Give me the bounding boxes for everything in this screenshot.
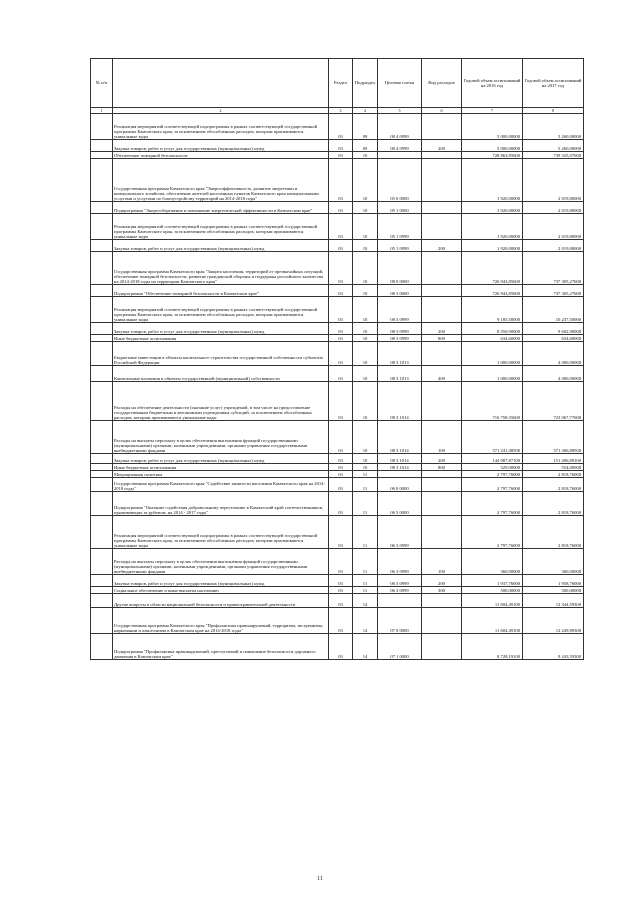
row-num-cell: [91, 214, 113, 240]
row-razdel-cell: 03: [329, 114, 353, 140]
col-number: 4: [353, 108, 378, 114]
row-vid-cell: [422, 252, 462, 285]
row-statya-cell: 08 3 1013: [378, 342, 422, 366]
row-vid-cell: [422, 214, 462, 240]
row-vid-cell: [422, 478, 462, 492]
row-2016-cell: 1 000,00000: [462, 342, 523, 366]
row-podrazdel-cell: 10: [353, 421, 378, 454]
row-podrazdel-cell: 10: [353, 297, 378, 323]
row-vid-cell: 800: [422, 464, 462, 471]
row-2016-cell: 1 937,76000: [462, 575, 523, 587]
row-2016-cell: 8 728,19100: [462, 634, 523, 660]
col-num-header: № п/п: [91, 59, 113, 108]
row-statya-cell: 08 0 0000: [378, 252, 422, 285]
row-2016-cell: 1 920,00000: [462, 240, 523, 252]
row-num-cell: [91, 252, 113, 285]
row-vid-cell: [422, 492, 462, 516]
row-name-cell: Реализация мероприятий соответствующей подпрограммы в рамках соответствующей государственной программы Камчатского края, за исключением обособленных расходов, которым присваиваются уникальные коды: [113, 214, 329, 240]
col-number: 7: [462, 108, 523, 114]
row-statya-cell: 06 3 0999: [378, 575, 422, 587]
col-2017-header: Годовой объем ассигнований на 2017 год: [523, 59, 584, 108]
row-razdel-cell: 03: [329, 492, 353, 516]
row-name-cell: Реализация мероприятий соответствующей подпрограммы в рамках соответствующей государственной программы Камчатского края, за исключением обособленных расходов, которым присваиваются уникальные коды: [113, 516, 329, 549]
row-name-cell: Закупка товаров, работ и услуг для государственных (муниципальных) нужд: [113, 454, 329, 464]
row-2016-cell: 1 920,00000: [462, 159, 523, 202]
row-vid-cell: [422, 152, 462, 159]
row-num-cell: [91, 382, 113, 421]
row-name-cell: Подпрограмма "Профилактика правонарушений, преступлений и повышение безопасности дорожного движения в Камчатском крае": [113, 634, 329, 660]
row-vid-cell: 800: [422, 335, 462, 342]
table-row: [91, 285, 584, 297]
col-number: 6: [422, 108, 462, 114]
row-num-cell: [91, 366, 113, 382]
row-2016-cell: 2 797,76000: [462, 516, 523, 549]
row-num-cell: [91, 516, 113, 549]
row-vid-cell: 200: [422, 140, 462, 152]
row-2016-cell: 571 241,48500: [462, 421, 523, 454]
row-2017-cell: 2 818,76000: [523, 516, 584, 549]
row-podrazdel-cell: 10: [353, 152, 378, 159]
row-name-cell: Закупка товаров, работ и услуг для государственных (муниципальных) нужд: [113, 323, 329, 335]
row-statya-cell: 08 3 1014: [378, 382, 422, 421]
row-razdel-cell: 03: [329, 421, 353, 454]
row-vid-cell: [422, 516, 462, 549]
table-row: [91, 252, 584, 285]
row-statya-cell: [378, 594, 422, 608]
row-vid-cell: 200: [422, 575, 462, 587]
row-statya-cell: 05 1 0000: [378, 202, 422, 214]
row-2016-cell: 634,60000: [462, 335, 523, 342]
row-razdel-cell: 03: [329, 342, 353, 366]
row-statya-cell: 06 3 0999: [378, 587, 422, 594]
row-2017-cell: 571 306,88500: [523, 421, 584, 454]
row-razdel-cell: 03: [329, 335, 353, 342]
table-row: [91, 323, 584, 335]
row-razdel-cell: 03: [329, 587, 353, 594]
row-statya-cell: 05 1 0999: [378, 214, 422, 240]
row-num-cell: [91, 454, 113, 464]
row-podrazdel-cell: 14: [353, 608, 378, 634]
row-num-cell: [91, 152, 113, 159]
row-podrazdel-cell: 10: [353, 159, 378, 202]
row-podrazdel-cell: 10: [353, 454, 378, 464]
row-statya-cell: 05 1 0999: [378, 240, 422, 252]
col-number: 8: [523, 108, 584, 114]
row-razdel-cell: 03: [329, 549, 353, 575]
row-num-cell: [91, 492, 113, 516]
table-row: [91, 366, 584, 382]
row-2017-cell: 2 019,80000: [523, 159, 584, 202]
row-razdel-cell: 03: [329, 608, 353, 634]
row-2017-cell: 10 237,50000: [523, 297, 584, 323]
row-podrazdel-cell: 10: [353, 285, 378, 297]
row-2017-cell: 151 206,89100: [523, 454, 584, 464]
row-2016-cell: 1 000,00000: [462, 366, 523, 382]
row-razdel-cell: 03: [329, 478, 353, 492]
row-razdel-cell: 03: [329, 516, 353, 549]
row-2017-cell: 737 305,27600: [523, 252, 584, 285]
col-vid-header: Вид расходов: [422, 59, 462, 108]
row-name-cell: Реализация мероприятий соответствующей подпрограммы в рамках соответствующей государственной программы Камчатского края, за исключением обособленных расходов, которым присваиваются уникальные коды: [113, 114, 329, 140]
table-row: [91, 297, 584, 323]
row-2017-cell: 2 019,80000: [523, 214, 584, 240]
table-row: [91, 594, 584, 608]
row-statya-cell: 08 3 1014: [378, 454, 422, 464]
row-statya-cell: 06 3 0000: [378, 492, 422, 516]
row-num-cell: [91, 471, 113, 478]
table-row: [91, 140, 584, 152]
col-name-header: [113, 59, 329, 108]
row-name-cell: Иные бюджетные ассигнования: [113, 335, 329, 342]
row-num-cell: [91, 342, 113, 366]
row-statya-cell: 06 3 0999: [378, 549, 422, 575]
row-statya-cell: [378, 471, 422, 478]
row-razdel-cell: 03: [329, 464, 353, 471]
row-2016-cell: 2 797,76000: [462, 492, 523, 516]
row-2017-cell: 12 249,89300: [523, 608, 584, 634]
row-podrazdel-cell: 11: [353, 587, 378, 594]
row-statya-cell: 08 3 0000: [378, 285, 422, 297]
row-2017-cell: 4 000,00000: [523, 366, 584, 382]
row-2016-cell: 5 000,00000: [462, 140, 523, 152]
row-vid-cell: 100: [422, 549, 462, 575]
row-razdel-cell: 03: [329, 575, 353, 587]
row-podrazdel-cell: 14: [353, 634, 378, 660]
table-row: [91, 159, 584, 202]
row-num-cell: [91, 575, 113, 587]
row-2016-cell: 726 943,85600: [462, 252, 523, 285]
row-name-cell: Государственная программа Камчатского края "Профилактика правонарушений, терроризма, экстремизма, наркомании и алкоголизма в Камчатском крае на 2014-2018 годы": [113, 608, 329, 634]
col-number: 3: [329, 108, 353, 114]
row-name-cell: Иные бюджетные ассигнования: [113, 464, 329, 471]
col-number: 2: [113, 108, 329, 114]
row-statya-cell: [378, 152, 422, 159]
row-razdel-cell: 03: [329, 159, 353, 202]
row-podrazdel-cell: 11: [353, 575, 378, 587]
row-vid-cell: [422, 471, 462, 478]
table-row: [91, 575, 584, 587]
col-statya-header: Целевая статья: [378, 59, 422, 108]
row-2017-cell: 739 325,07600: [523, 152, 584, 159]
page-number: 11: [317, 876, 323, 882]
row-2017-cell: 9 602,90000: [523, 323, 584, 335]
budget-page: [90, 58, 583, 660]
row-2017-cell: 4 000,00000: [523, 342, 584, 366]
row-vid-cell: 300: [422, 587, 462, 594]
row-podrazdel-cell: 10: [353, 342, 378, 366]
row-podrazdel-cell: 11: [353, 478, 378, 492]
row-name-cell: Расходы на обеспечение деятельности (оказание услуг) учреждений, в том числе на предоставление государственным бюджетным и автономным учреждениям субсидий, за исключением обособленных расходов, которым присваиваются уникальные коды: [113, 382, 329, 421]
table-row: [91, 202, 584, 214]
row-2016-cell: 1 920,00000: [462, 214, 523, 240]
row-2017-cell: 5 260,00000: [523, 114, 584, 140]
row-vid-cell: 200: [422, 323, 462, 335]
row-num-cell: [91, 335, 113, 342]
row-name-cell: Закупка товаров, работ и услуг для государственных (муниципальных) нужд: [113, 240, 329, 252]
row-num-cell: [91, 587, 113, 594]
table-header-row: [91, 59, 584, 108]
row-2016-cell: 144 987,87100: [462, 454, 523, 464]
table-row: [91, 342, 584, 366]
row-2016-cell: 11 694,49100: [462, 594, 523, 608]
row-2017-cell: 2 019,80000: [523, 240, 584, 252]
row-2016-cell: 360,00000: [462, 549, 523, 575]
row-num-cell: [91, 478, 113, 492]
row-2017-cell: 723 067,77600: [523, 382, 584, 421]
table-row: [91, 114, 584, 140]
row-num-cell: [91, 634, 113, 660]
table-row: [91, 634, 584, 660]
row-name-cell: Закупка товаров, работ и услуг для государственных (муниципальных) нужд: [113, 575, 329, 587]
row-razdel-cell: 03: [329, 323, 353, 335]
row-num-cell: [91, 140, 113, 152]
row-statya-cell: 06 3 0999: [378, 516, 422, 549]
col-number: 5: [378, 108, 422, 114]
table-row: [91, 587, 584, 594]
row-razdel-cell: 03: [329, 140, 353, 152]
row-razdel-cell: 03: [329, 471, 353, 478]
row-vid-cell: [422, 159, 462, 202]
row-podrazdel-cell: 10: [353, 382, 378, 421]
row-name-cell: Реализация мероприятий соответствующей подпрограммы в рамках соответствующей государственной программы Камчатского края, за исключением обособленных расходов, которым присваиваются уникальные коды: [113, 297, 329, 323]
row-razdel-cell: 03: [329, 297, 353, 323]
table-row: [91, 549, 584, 575]
row-vid-cell: 200: [422, 240, 462, 252]
row-podrazdel-cell: 09: [353, 114, 378, 140]
row-name-cell: Закупка товаров, работ и услуг для государственных (муниципальных) нужд: [113, 140, 329, 152]
row-2016-cell: 11 604,49100: [462, 608, 523, 634]
row-statya-cell: 08 3 0999: [378, 297, 422, 323]
row-statya-cell: 08 3 1013: [378, 366, 422, 382]
row-podrazdel-cell: 11: [353, 549, 378, 575]
row-podrazdel-cell: 10: [353, 252, 378, 285]
row-razdel-cell: 03: [329, 366, 353, 382]
row-name-cell: Бюджетные инвестиции в объекты капитального строительства государственной собственности субъектов Российской Федерации: [113, 342, 329, 366]
row-podrazdel-cell: 10: [353, 323, 378, 335]
row-vid-cell: [422, 114, 462, 140]
row-name-cell: Государственная программа Камчатского края "Энергоэффективность, развитие энергетики и коммунального хозяйства, обеспечение жителей населенных пунктов Камчатского края коммунальными услугами и услугами по благоустройству территорий на 2014-2018 годы": [113, 159, 329, 202]
row-num-cell: [91, 323, 113, 335]
row-num-cell: [91, 608, 113, 634]
row-2016-cell: 1 920,00000: [462, 202, 523, 214]
row-name-cell: Государственная программа Камчатского края "Содействие занятости населения Камчатского края на 2014-2018 годы": [113, 478, 329, 492]
row-razdel-cell: 03: [329, 252, 353, 285]
row-podrazdel-cell: 14: [353, 594, 378, 608]
table-row: [91, 464, 584, 471]
row-name-cell: Миграционная политика: [113, 471, 329, 478]
row-2017-cell: 2 019,80000: [523, 202, 584, 214]
table-body: [91, 114, 584, 660]
row-num-cell: [91, 549, 113, 575]
row-num-cell: [91, 202, 113, 214]
row-podrazdel-cell: 10: [353, 464, 378, 471]
row-razdel-cell: 03: [329, 202, 353, 214]
table-row: [91, 471, 584, 478]
table-row: [91, 516, 584, 549]
row-2016-cell: 2 797,76000: [462, 478, 523, 492]
row-vid-cell: 100: [422, 421, 462, 454]
row-name-cell: Государственная программа Камчатского края "Защита населения, территорий от чрезвычайных ситуаций, обеспечение пожарной безопасности, развитие гражданской обороны и поддержка российского казачества на 2014-2018 годы на территории Камчатского края": [113, 252, 329, 285]
table-row: [91, 152, 584, 159]
row-2016-cell: 529,00000: [462, 464, 523, 471]
row-name-cell: Подпрограмма "Оказание содействия добровольному переселению в Камчатский край соотечественников, проживающих за рубежом, на 2014 - 2017 годы": [113, 492, 329, 516]
row-statya-cell: 07 0 0000: [378, 608, 422, 634]
row-2017-cell: 1 958,76000: [523, 575, 584, 587]
row-name-cell: Подпрограмма "Энергосбережение и повышение энергетической эффективности в Камчатском крае": [113, 202, 329, 214]
row-2017-cell: 360,00000: [523, 549, 584, 575]
row-num-cell: [91, 159, 113, 202]
row-razdel-cell: 03: [329, 152, 353, 159]
row-2017-cell: 9 243,59300: [523, 634, 584, 660]
row-vid-cell: [422, 634, 462, 660]
row-vid-cell: [422, 342, 462, 366]
row-razdel-cell: 03: [329, 214, 353, 240]
row-name-cell: Расходы на выплаты персоналу в целях обеспечения выполнения функций государственными (муниципальными) органами, казенными учреждениями, органами управления государственными внебюджетными фондами: [113, 549, 329, 575]
row-2016-cell: 5 000,00000: [462, 114, 523, 140]
row-podrazdel-cell: 11: [353, 471, 378, 478]
row-num-cell: [91, 240, 113, 252]
row-2016-cell: 2 797,76000: [462, 471, 523, 478]
row-2016-cell: 500,00000: [462, 587, 523, 594]
table-row: [91, 454, 584, 464]
row-2016-cell: 726 943,85600: [462, 285, 523, 297]
table-row: [91, 335, 584, 342]
row-vid-cell: [422, 594, 462, 608]
row-vid-cell: [422, 285, 462, 297]
row-2017-cell: 2 818,76000: [523, 471, 584, 478]
row-podrazdel-cell: 10: [353, 214, 378, 240]
col-podrazdel-header: Подраздел: [353, 59, 378, 108]
row-2016-cell: 8 550,90000: [462, 323, 523, 335]
row-2017-cell: 2 818,76000: [523, 492, 584, 516]
row-podrazdel-cell: 10: [353, 335, 378, 342]
row-2016-cell: 716 758,35600: [462, 382, 523, 421]
row-name-cell: Социальное обеспечение и иные выплаты населению: [113, 587, 329, 594]
col-razdel-header: Раздел: [329, 59, 353, 108]
row-name-cell: Подпрограмма "Обеспечение пожарной безопасности в Камчатском крае": [113, 285, 329, 297]
row-num-cell: [91, 114, 113, 140]
row-statya-cell: 08 3 1014: [378, 421, 422, 454]
row-num-cell: [91, 594, 113, 608]
row-name-cell: Другие вопросы в области национальной безопасности и правоохранительной деятельности: [113, 594, 329, 608]
row-num-cell: [91, 464, 113, 471]
table-row: [91, 478, 584, 492]
table-row: [91, 214, 584, 240]
row-razdel-cell: 03: [329, 454, 353, 464]
row-podrazdel-cell: 11: [353, 516, 378, 549]
row-num-cell: [91, 285, 113, 297]
row-statya-cell: 08 3 0999: [378, 335, 422, 342]
row-podrazdel-cell: 09: [353, 140, 378, 152]
row-vid-cell: 200: [422, 454, 462, 464]
table-row: [91, 608, 584, 634]
row-razdel-cell: 03: [329, 634, 353, 660]
row-statya-cell: 08 3 0999: [378, 323, 422, 335]
row-razdel-cell: 03: [329, 285, 353, 297]
row-statya-cell: 08 4 0999: [378, 140, 422, 152]
row-statya-cell: 05 0 0000: [378, 159, 422, 202]
row-2017-cell: 500,00000: [523, 587, 584, 594]
row-statya-cell: 08 3 1014: [378, 464, 422, 471]
table-row: [91, 421, 584, 454]
row-2017-cell: 2 818,76000: [523, 478, 584, 492]
col-number: 1: [91, 108, 113, 114]
row-vid-cell: [422, 382, 462, 421]
row-2017-cell: 12 344,59300: [523, 594, 584, 608]
row-statya-cell: 06 0 0000: [378, 478, 422, 492]
row-podrazdel-cell: 10: [353, 366, 378, 382]
row-2017-cell: 5 260,00000: [523, 140, 584, 152]
budget-table: [90, 58, 584, 660]
row-num-cell: [91, 421, 113, 454]
table-row: [91, 492, 584, 516]
row-podrazdel-cell: 11: [353, 492, 378, 516]
row-vid-cell: [422, 608, 462, 634]
row-num-cell: [91, 297, 113, 323]
table-row: [91, 382, 584, 421]
col-2016-header: Годовой объем ассигнований на 2016 год: [462, 59, 523, 108]
row-razdel-cell: 03: [329, 594, 353, 608]
row-2016-cell: 728 863,85600: [462, 152, 523, 159]
row-statya-cell: 08 4 0999: [378, 114, 422, 140]
table-row: [91, 240, 584, 252]
row-statya-cell: 07 1 0000: [378, 634, 422, 660]
row-vid-cell: [422, 202, 462, 214]
row-podrazdel-cell: 10: [353, 202, 378, 214]
row-vid-cell: 400: [422, 366, 462, 382]
row-razdel-cell: 03: [329, 240, 353, 252]
row-2017-cell: 737 305,27600: [523, 285, 584, 297]
row-name-cell: Капитальные вложения в объекты государственной (муниципальной) собственности: [113, 366, 329, 382]
row-name-cell: Расходы на выплаты персоналу в целях обеспечения выполнения функций государственными (муниципальными) органами, казенными учреждениями, органами управления государственными внебюджетными фондами: [113, 421, 329, 454]
row-vid-cell: [422, 297, 462, 323]
row-2017-cell: 554,00000: [523, 464, 584, 471]
row-razdel-cell: 03: [329, 382, 353, 421]
row-2016-cell: 9 185,50000: [462, 297, 523, 323]
row-podrazdel-cell: 10: [353, 240, 378, 252]
row-2017-cell: 634,60000: [523, 335, 584, 342]
row-name-cell: Обеспечение пожарной безопасности: [113, 152, 329, 159]
